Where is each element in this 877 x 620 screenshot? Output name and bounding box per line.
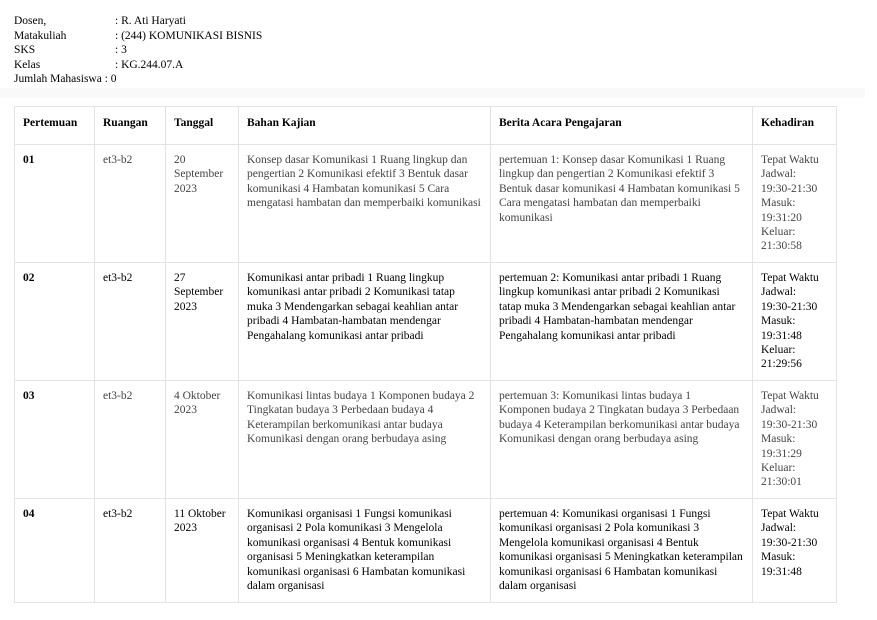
col-header-kehadiran: Kehadiran	[753, 107, 837, 145]
cell-bahan-kajian: Konsep dasar Komunikasi 1 Ruang lingkup dan pengertian 2 Komunikasi efektif 3 Bentuk dasar komunikasi 4 Hambatan komunikasi 5 Cara mengatasi hambatan dan memperbaiki komunikasi	[239, 145, 491, 263]
sks-row	[14, 43, 262, 58]
kehadiran-keluar-value: 21:30:58	[761, 240, 802, 253]
col-header-berita-acara: Berita Acara Pengajaran	[491, 107, 753, 145]
table-header-row	[15, 107, 837, 145]
col-header-tanggal: Tanggal	[166, 107, 239, 145]
col-header-ruangan: Ruangan	[95, 107, 166, 145]
jumlah-mahasiswa: Jumlah Mahasiswa : 0	[14, 73, 117, 85]
cell-ruangan: et3-b2	[95, 145, 166, 263]
cell-pertemuan: 01	[15, 145, 95, 263]
kehadiran-keluar-label: Keluar:	[761, 226, 796, 239]
cell-kehadiran	[753, 499, 837, 603]
cell-pertemuan: 03	[15, 381, 95, 499]
kelas-value: : KG.244.07.A	[115, 58, 184, 71]
sks-value: : 3	[115, 44, 127, 56]
kehadiran-masuk-value: 19:31:48	[761, 565, 802, 578]
cell-berita-acara: pertemuan 4: Komunikasi organisasi 1 Fungsi komunikasi organisasi 2 Pola komunikasi 3 Mengelola komunikasi organisasi 4 Bentuk komunikasi organisasi 5 Meningkatkan keterampilan komunikasi organisasi 6 Hambatan komunikasi dalam organisasi	[491, 499, 753, 603]
cell-ruangan: et3-b2	[95, 381, 166, 499]
matakuliah-label: Matakuliah	[14, 29, 67, 42]
kehadiran-masuk-label: Masuk:	[761, 551, 796, 564]
kehadiran-masuk-value: 19:31:20	[761, 211, 802, 224]
kehadiran-status: Tepat Waktu	[761, 390, 819, 402]
cell-pertemuan: 02	[15, 263, 95, 381]
kehadiran-keluar-label: Keluar:	[761, 344, 796, 357]
cell-kehadiran	[753, 381, 837, 499]
sks-label: SKS	[14, 44, 36, 56]
dosen-label: Dosen,	[14, 15, 47, 27]
kehadiran-keluar-value: 21:29:56	[761, 358, 802, 371]
kehadiran-masuk-value: 19:31:48	[761, 329, 802, 342]
cell-tanggal: 20 September 2023	[166, 145, 239, 263]
cell-tanggal: 4 Oktober 2023	[166, 381, 239, 499]
cell-kehadiran	[753, 145, 837, 263]
cell-bahan-kajian: Komunikasi organisasi 1 Fungsi komunikasi organisasi 2 Pola komunikasi 3 Mengelola komunikasi organisasi 4 Bentuk komunikasi organisasi 5 Meningkatkan keterampilan komunikasi organisasi 6 Hambatan komunikasi dalam organisasi	[239, 499, 491, 603]
cell-tanggal: 27 September 2023	[166, 263, 239, 381]
dosen-value: : R. Ati Haryati	[115, 15, 186, 27]
kelas-label: Kelas	[14, 58, 41, 71]
table-row	[15, 499, 837, 603]
kehadiran-jadwal-value: 19:30-21:30	[761, 300, 818, 313]
kehadiran-keluar-label: Keluar:	[761, 462, 796, 475]
kehadiran-status: Tepat Waktu	[761, 272, 819, 284]
kehadiran-jadwal-label: Jadwal:	[761, 404, 797, 417]
matakuliah-row	[14, 29, 262, 44]
attendance-table	[14, 106, 837, 603]
cell-bahan-kajian: Komunikasi lintas budaya 1 Komponen budaya 2 Tingkatan budaya 3 Perbedaan budaya 4 Keterampilan berkomunikasi antar budaya Komunikasi dengan orang berbudaya asing	[239, 381, 491, 499]
kehadiran-masuk-value: 19:31:29	[761, 447, 802, 460]
kehadiran-jadwal-label: Jadwal:	[761, 286, 797, 299]
matakuliah-value: : (244) KOMUNIKASI BISNIS	[115, 29, 263, 42]
kehadiran-keluar-value: 21:30:01	[761, 476, 802, 489]
cell-bahan-kajian: Komunikasi antar pribadi 1 Ruang lingkup komunikasi antar pribadi 2 Komunikasi tatap muka 3 Mendengarkan sebagai keahlian antar pribadi 4 Hambatan-hambatan mendengar Pengahalang komunikasi antar pribadi	[239, 263, 491, 381]
cell-pertemuan: 04	[15, 499, 95, 603]
col-header-bahan-kajian: Bahan Kajian	[239, 107, 491, 145]
kehadiran-masuk-label: Masuk:	[761, 433, 796, 446]
dosen-row	[14, 14, 262, 29]
kehadiran-jadwal-label: Jadwal:	[761, 522, 797, 535]
kehadiran-status: Tepat Waktu	[761, 154, 819, 166]
kehadiran-masuk-label: Masuk:	[761, 315, 796, 328]
table-row	[15, 381, 837, 499]
kehadiran-jadwal-label: Jadwal:	[761, 168, 797, 181]
kehadiran-status: Tepat Waktu	[761, 508, 819, 520]
jumlah-row	[14, 72, 262, 87]
kehadiran-masuk-label: Masuk:	[761, 197, 796, 210]
cell-berita-acara: pertemuan 2: Komunikasi antar pribadi 1 Ruang lingkup komunikasi antar pribadi 2 Komunikasi tatap muka 3 Mendengarkan sebagai keahlian antar pribadi 4 Hambatan-hambatan mendengar Pengahalang komunikasi antar pribadi	[491, 263, 753, 381]
table-row	[15, 263, 837, 381]
cell-tanggal: 11 Oktober 2023	[166, 499, 239, 603]
kehadiran-jadwal-value: 19:30-21:30	[761, 536, 818, 549]
cell-berita-acara: pertemuan 3: Komunikasi lintas budaya 1 Komponen budaya 2 Tingkatan budaya 3 Perbedaan budaya 4 Keterampilan berkomunikasi antar budaya Komunikasi dengan orang berbudaya asing	[491, 381, 753, 499]
course-info	[14, 14, 262, 87]
cell-berita-acara: pertemuan 1: Konsep dasar Komunikasi 1 Ruang lingkup dan pengertian 2 Komunikasi efektif 3 Bentuk dasar komunikasi 4 Hambatan komunikasi 5 Cara mengatasi hambatan dan memperbaiki komunikasi	[491, 145, 753, 263]
kelas-row	[14, 58, 262, 73]
kehadiran-jadwal-value: 19:30-21:30	[761, 182, 818, 195]
kehadiran-jadwal-value: 19:30-21:30	[761, 418, 818, 431]
cell-ruangan: et3-b2	[95, 263, 166, 381]
table-row	[15, 145, 837, 263]
col-header-pertemuan: Pertemuan	[15, 107, 95, 145]
cell-kehadiran	[753, 263, 837, 381]
cell-ruangan: et3-b2	[95, 499, 166, 603]
header-divider-band	[0, 88, 865, 98]
